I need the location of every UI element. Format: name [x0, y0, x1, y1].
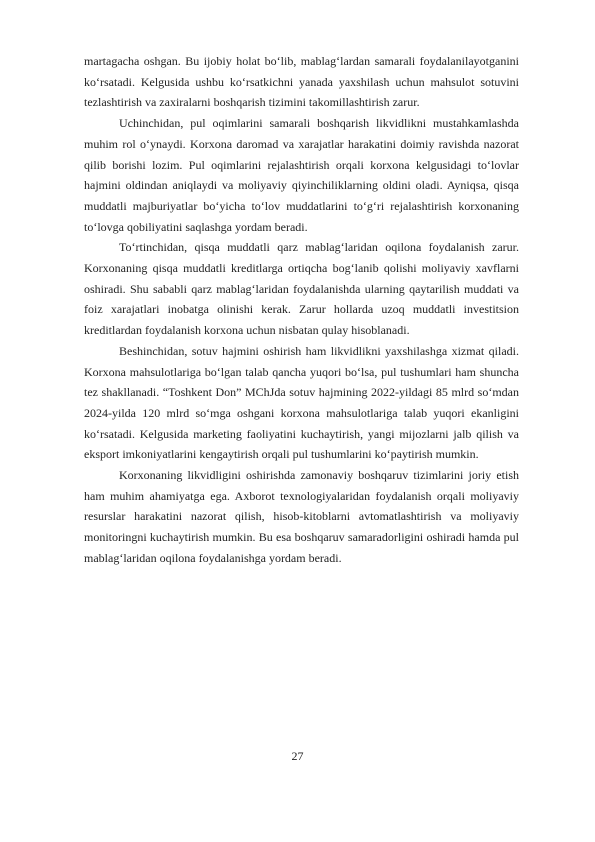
paragraph-fifth-point: Beshinchidan, sotuv hajmini oshirish ham likvidlikni yaxshilashga xizmat qiladi. Korxona mahsulotlariga bo‘lgan talab qancha yuqori bo‘lsa, pul tushumlari ham shuncha tez shakllanadi. “Toshkent Don” MChJda sotuv hajmining 2022-yildagi 85 mlrd so‘mdan 2024-yilda 120 mlrd so‘mga oshgani korxona mahsulotlariga talab yuqori ekanligini ko‘rsatadi. Kelgusida marketing faoliyatini kuchaytirish, yangi mijozlarni jalb qilish va eksport imkoniyatlarini kengaytirish orqali pul tushumlarini ko‘paytirish mumkin. [84, 343, 519, 462]
paragraph-fourth-point: To‘rtinchidan, qisqa muddatli qarz mablag‘laridan oqilona foydalanish zarur. Korxonaning qisqa muddatli kreditlarga ortiqcha bog‘lanib qolishi moliyaviy xavflarni oshiradi. Shu sababli qarz mablag‘laridan foydalanishda ularning qaytarilish muddati va foiz xarajatlari inobatga olinishi kerak. Zarur hollarda uzoq muddatli investitsion kreditlardan foydalanish korxona uchun nisbatan qulay hisoblanadi. [84, 240, 519, 338]
paragraph-continuation: martagacha oshgan. Bu ijobiy holat bo‘lib, mablag‘lardan samarali foydalanilayotganini ko‘rsatadi. Kelgusida ushbu ko‘rsatkichni yanada yaxshilash uchun mahsulot sotuvini tezlashtirish va zaxiralarni boshqarish tizimini takomillashtirish zarur. [84, 54, 519, 110]
paragraph-third-point: Uchinchidan, pul oqimlarini samarali boshqarish likvidlikni mustahkamlashda muhim rol o‘ynaydi. Korxona daromad va xarajatlar harakatini doimiy ravishda nazorat qilib borishi lozim. Pul oqimlarini rejalashtirish orqali korxona kelgusidagi to‘lovlar hajmini oldindan aniqlaydi va moliyaviy qiyinchiliklarning oldini oladi. Ayniqsa, qisqa muddatli majburiyatlar bo‘yicha to‘lov muddatlarini to‘g‘ri rejalashtirish korxonaning to‘lovga qobiliyatini saqlashga yordam beradi. [84, 116, 519, 234]
body-text [84, 51, 519, 569]
page-number: 27 [291, 749, 304, 763]
paragraph-management-systems: Korxonaning likvidligini oshirishda zamonaviy boshqaruv tizimlarini joriy etish ham muhim ahamiyatga ega. Axborot texnologiyalaridan foydalanish orqali moliyaviy resurslar harakatini nazorat qilish, hisob-kitoblarni avtomatlashtirish va moliyaviy monitoringni kuchaytirish mumkin. Bu esa boshqaruv samaradorligini oshiradi hamda pul mablag‘laridan oqilona foydalanishga yordam beradi. [84, 468, 519, 565]
